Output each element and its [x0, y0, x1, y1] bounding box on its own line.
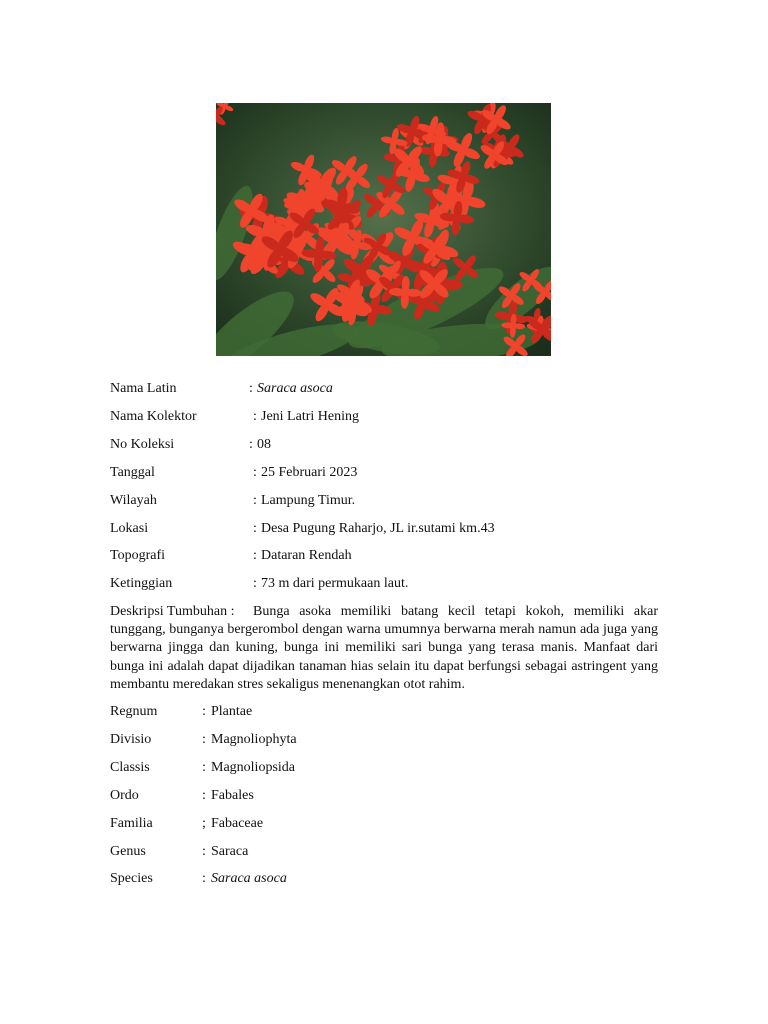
- flower-photo: [216, 103, 551, 356]
- taxonomy-value: Magnoliopsida: [211, 759, 295, 775]
- taxonomy-label: Familia: [110, 815, 153, 831]
- taxonomy-value: Plantae: [211, 704, 253, 719]
- detail-separator: :: [253, 548, 257, 564]
- detail-label: Tanggal: [110, 464, 155, 480]
- taxonomy-label: Species: [110, 871, 153, 887]
- taxonomy-value: Fabales: [211, 787, 254, 803]
- detail-label: Wilayah: [110, 492, 157, 508]
- taxonomy-separator: :: [202, 759, 206, 775]
- taxonomy-label: Classis: [110, 759, 150, 775]
- taxonomy-separator: ;: [202, 815, 206, 831]
- detail-separator: :: [253, 408, 257, 424]
- taxonomy-value: Saraca: [211, 843, 249, 859]
- taxonomy-label: Genus: [110, 843, 146, 859]
- taxonomy-separator: :: [202, 843, 206, 859]
- detail-label: Nama Kolektor: [110, 408, 197, 424]
- taxonomy-label: Regnum: [110, 704, 158, 719]
- detail-label: Topografi: [110, 548, 166, 564]
- taxonomy-value: Magnoliophyta: [211, 731, 297, 747]
- detail-separator: :: [249, 436, 253, 452]
- description-text: Bunga asoka memiliki batang kecil tetapi kokoh, memiliki akar tunggang, bunganya bergerombol dengan warna umumnya berwarna merah namun ada juga yang berwarna jingga dan kuning, bunga ini memiliki sari bunga yang terasa manis. Manfaat dari bunga ini adalah dapat dijadikan tanaman hias selain itu dapat berfungsi sebagai astringent yang membantu meredakan stres sekaligus menenangkan otot rahim.: [110, 604, 658, 692]
- detail-separator: :: [253, 520, 257, 536]
- taxonomy-separator: :: [202, 787, 206, 803]
- detail-value: Saraca asoca: [257, 381, 333, 396]
- detail-value: Lampung Timur.: [261, 492, 356, 508]
- taxonomy-label: Ordo: [110, 787, 139, 803]
- detail-label: Ketinggian: [110, 576, 173, 592]
- detail-value: 25 Februari 2023: [261, 464, 358, 480]
- taxonomy-separator: :: [202, 731, 206, 747]
- detail-value: 73 m dari permukaan laut.: [261, 576, 409, 592]
- flower-image: [216, 103, 551, 356]
- detail-separator: :: [249, 381, 253, 396]
- taxonomy-separator: :: [202, 871, 206, 887]
- detail-label: Nama Latin: [110, 381, 177, 396]
- description-label: Deskripsi Tumbuhan :: [110, 604, 235, 619]
- taxonomy-value: Fabaceae: [211, 815, 264, 831]
- detail-separator: :: [253, 492, 257, 508]
- taxonomy-value: Saraca asoca: [211, 871, 287, 887]
- taxonomy-label: Divisio: [110, 731, 152, 747]
- detail-separator: :: [253, 576, 257, 592]
- detail-label: Lokasi: [110, 520, 149, 536]
- detail-value: 08: [257, 436, 271, 452]
- detail-value: Desa Pugung Raharjo, JL ir.sutami km.43: [261, 520, 495, 536]
- taxonomy-separator: :: [202, 704, 206, 719]
- detail-value: Jeni Latri Hening: [261, 408, 359, 424]
- detail-value: Dataran Rendah: [261, 548, 352, 564]
- detail-separator: :: [253, 464, 257, 480]
- detail-label: No Koleksi: [110, 436, 175, 452]
- plant-description: [110, 603, 658, 694]
